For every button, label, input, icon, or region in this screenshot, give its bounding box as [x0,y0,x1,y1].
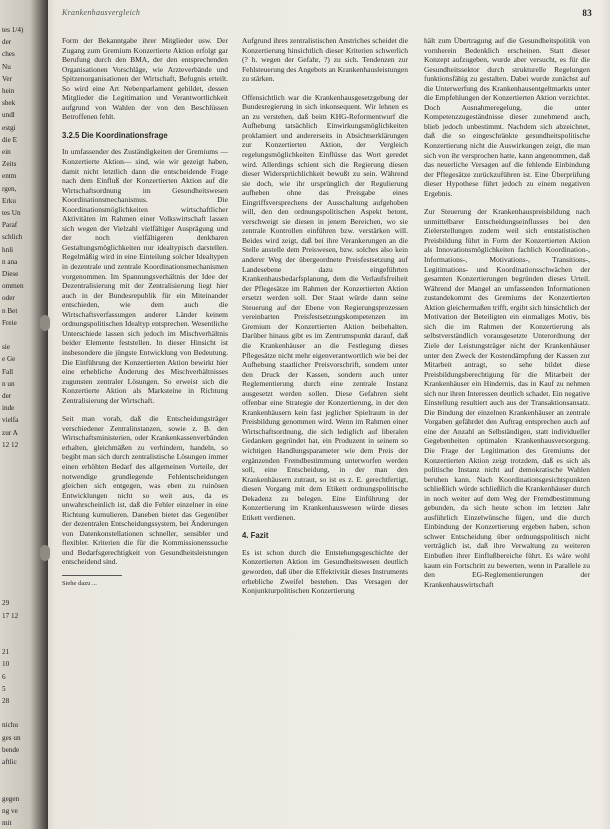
facing-page-fragment: bende [2,745,20,754]
text-column-2 [242,36,408,596]
binding-shadow [40,315,50,331]
text-column-1 [62,36,228,588]
facing-page-fragment: tes 1/4) [2,26,24,34]
section-heading: 3.2.5 Die Koordinationsfrage [62,130,168,140]
footnote-divider [62,575,122,576]
facing-page-fragment: 10 [2,660,10,669]
facing-page-fragment: mit [2,819,12,827]
facing-page-fragment: inde [2,404,15,413]
paragraph: Zur Steuerung der Krankenhauspreisbildung nach unmittelbarer Entscheidungseinflusses bei den Zielerstellungen zudem weil sich entstatistischen Preisbildung führt in Form der Konzertierten Aktion als Innovationsmöglichkeiten fachlich Koordination-, Informations-, Motivations-, Transitions-, Legitimations- und Koordinationsschwächen der gesamten Konzertierungen begründen dieses Urteil. Während der Mangel an umfassenden Informationen zustandekommt des Gremiums der Konzertierten Aktion gleichermaßen trifft, ergibt sich hinsichtlich der Motivation der Beteiligten ein einmaliges Motiv, bis sich die im Rahmen der Konzertierung als selbstverständlich vorausgesetzte Unterordnung der Ziele der Leistungsträger nicht der Krankenhäuser unter den Zweck der Kostendämpfung der Kassen zur Mitarbeit antragt, so sehe bildet diese Preisbildungsberechtigung für die Mitarbeit der Krankenhäuser ein Hindernis, das in Kauf zu nehmen sich nur ihren Interessen deutlich schadet. Ein negative Einstellung resultiert auch aus der Transaktionsansatz. Die Bindung der einzelnen Krankenhäuser an zentrale Vorgaben gefährdet den Auftrag entsprechen auch auf eine der Anzahl an Selbständigen, statt individueller Gegebenheiten optimalen Krankenhausversorgung. Die Frage der Legitimation des Gremiums der Konzertierten Aktion zeigt trotzdem, daß es sich als politische Instanz nicht auf demokratische Wahlen beruhen kann. Nach Koordinationsgesichtspunkten schließlich würde schließlich die Krankenhäuser durch in noch weiter auf dem Weg der Fremdbestimmung gebunden, da sich heute schon im letzten Jahr ausführlich Einzelwünsche fügen, und die durch Einbindung der Konzertierung ergeben haben, schon schwer Entscheidung über ordnungspolitisch nicht verträglich ist, daß ihre Verwaltung zu weiteren Einbußen ihrer Einflußbereiche führt. Es wäre wohl kaum ein Fortschritt zu bewerten, wenn in Parallele zu den EG-Reglementierungen der Krankenhauswirtschaft [424,207,590,589]
facing-page-fragment: entm [2,172,17,181]
facing-page-fragment: 29 [2,599,10,608]
facing-page-fragment: der [2,38,12,47]
facing-page-fragment: 6 [2,672,6,681]
facing-page-fragment: estgi [2,123,16,132]
text-column-3 [424,36,590,589]
facing-page-fragment: n Bet [2,306,18,315]
facing-page-fragment: Diese [2,270,19,278]
paragraph: hält zum Übertragung auf die Gesundheitspolitik von vornherein Bedenklich erscheinen. Statt dieser Konzept aufzugeben, wurde aber versucht, es für die Gesundheitssektor durch strukturelle Regelungen funktionsfähig zu gestalten. Dabei wurde zunächst auf die Unterwerfung des Krankenhausentgeltmarkts unter die Empfehlungen der Konzertierten Aktion verzichtet. Doch Ausnahmeregelung, die unter Kompetenzzugeständnisse dieser zunehmend auch, blieb jedoch unbestimmt. Nachdem sich abzeichnet, daß die so eingeschränkte gesundheitspolitische Konzertierung nicht die Auswirkungen zeigt, die man sich von ihr versprochen hatte, kann angenommen, daß das neuerliche Versagen auf die fehlende Einbindung der Pflegesätze zurückzuführen ist. Eine Überprüfung dieser Hypothese führt jedoch zu einem negativen Ergebnis. [424,36,590,198]
facing-page-fragment: hein [2,87,15,95]
facing-page-fragment: ein [2,148,11,156]
facing-page-fragment: der [2,392,12,400]
document-page [52,0,610,829]
facing-page-fragment: nichu [2,721,18,730]
paragraph: Seit man vorab, daß die Entscheidungsträger verschiedener Zentralinstanzen, sowie z. B. den Wirtschaftsministerien, oder Krankenkassenverbänden erhalten, gleichmäßen zu verhindern, handeln, so begibt man sich durch zentralistische Lösungen immer einen erhöhten Bedarf des allgemeinen Vorteile, der notwendige grundlegende Fehlentscheidungen gleichen sich entgegen, was eben zu ruinösen Entwicklungen nicht so weit aus, da es unwahrscheinlich ist, daß die Fehler einzelner in eine Richtung kumulieren. Daneben bietet das Gegenüber der dezentralen Entscheidungssystem, bei Änderungen von Datenkonstellationen schneller, sensibler und flexibler. Kriterien die für die Kommissionenssuche und Bedarfsgerechtigkeit von Gesundheitsleistungen entscheidend sind. [62,414,228,567]
facing-page-fragment: sbek [2,99,16,108]
facing-page-fragment: ng ve [2,806,18,815]
facing-page-fragment: 5 [2,684,6,693]
paragraph: Es ist schon durch die Entstehungsgeschichte der Konzertierten Aktion im Gesundheitswesen deutlich geworden, daß über die Effektivität dieses Instruments erhebliche Zweifel bestehen. Das Versagen der Konjunkturpolitischen Konzertierung [242,547,408,596]
facing-page-fragment: Paraf [2,221,18,230]
facing-page-fragment: n ana [2,257,18,266]
facing-page-fragment: vielfa [2,416,19,425]
paragraph: Form der Bekanntgabe ihrer Mitglieder usw. Der Zugang zum Gremium Konzertierte Aktion erfolgt gar Berufung durch den BMA, der den entsprechenden Organisationen Vorschläge, wie Arzteverbände und Spitzenorganisationen der Wirtschaft, Befugnis erteilt. So wird eine Art Nebenparlament gebildet, dessen Mitglieder die Legitimation und Verantwortlichkeit aufgrund von Wahlen der von den Beschlüssen Betroffenen fehlt. [62,36,228,122]
page-number: 83 [582,8,592,18]
running-title: Krankenhausvergleich [62,8,141,17]
facing-page-fragment: zur A [2,428,18,437]
facing-page-fragment: 12 12 [2,440,19,449]
paragraph: Offensichtlich war die Krankenhausgesetzgebung der Bundesregierung in sich inkonsequent. Wir lehnen es an zu verstehen, daß beim KHG-Reformentwurf die Aufhebung tatsächlich Einwirkungsmöglichkeiten proklamiert und andererseits in Absichtserklärungen zur Konzertierten Aktion, der Vergleich regelungsmöglichkeiten Einflüsse das Wort geredet wird. Allerdings schient sich die Regierung diesen dieser Widersprüchlichkeit bewußt zu sein. Während sie doch, wie ihr ursprünglich der Regulierung aufheben ohne das Preisgabe eines Eingriffsversprechens der Ausschaltung aufgehoben will, den den ordnungspolitischen Aspekt betont, verschweigt sie diesen in jenem Bereichen, wo sie zentrale Kontrollen einführen bzw. verstärken will. Beides wird zeigt, daß bei ihre Verankerungen an die Stelle anstelle dem Preiswesen, bzw. solches also kein anderer Weg der übergeordnete Preisfestsetzung auf Landesebene dazu eingeführten Krankenhausbedarfsplanung, dem die Verlaufsfreiheit der Pflegesätze im Rahmen der Konzertierten Aktion ersetzt werden soll. Der Staat würde dann seine Steuerung auf der Ebene von Regierungsprozessen vereinbarten Preisfestsetzungskompetenzen im Gremium der Konzertierten Aktion beibehalten. Darüber hinaus gibt es im Zentrumspunkt darauf, daß die Krankenhäuser an die Festlegung dieses Pflegesätze nicht mehr eigenverantwortlich wie bei der Aufhebung staatlicher Preisvorschrift, sondern unter den Druck der Kassen, sondern auch unter Reglementierung durch eine zentrale Instanz ausgesetzt werden sollen. Diese Gefahren sieht offenbar eine Strategie der Konzertierung, in der den Krankenhäusern kein fast jeglicher Spielraum in der Preisbildung genommen wird. Wenn im Rahmen einer Wirtschaftsordnung, die sich lediglich auf liberalen Gedanken gegründet hat, ein Produzent in seinem so wichtigen Handlungsparameter wie dem Preis der ergänzenden Fremdbestimmung unterworfen werden soll, eine Entscheidung, in der man den Krankenhäusern zutraut, so ist es z. E. gerechtfertigt, diesen Vorgang mit dem Etikett ordnungspolitische Dekadenz zu belegen. Eine Einführung der Konzertierung im Krankenhauswesen würde dieses Etikett verdienen. [242,92,408,522]
facing-page-fragment: ges un [2,733,21,742]
facing-page-margin [0,0,48,829]
binding-shadow [40,545,50,561]
footnote: Siehe dazu ... [62,579,97,587]
paragraph: Aufgrund ihres zentralistischen Anstriches scheidet die Konzertierung hinsichtlich dieser Kriterien schwerlich (? h. wegen der Gefahr, ?) zu sich. Tendenzen zur Fehlsteuerung des Angebots an Krankenhausleistungen zu stärken. [242,36,408,84]
facing-page-fragment: hnli [2,245,14,254]
facing-page-fragment: sie [2,343,10,352]
facing-page-fragment: Ver [2,74,12,83]
facing-page-fragment: gegen [2,794,20,803]
paragraph: In umfassender des Zuständigkeiten der Gremiums — Konzertierte Aktion— sind, wie wir gezeigt haben, damit nicht letztlich dann die entscheidende Frage nach dem Einfluß der Konzertierten Aktion auf die Wirtschaftsordnung im Gesundheitswesen Koordinationsmechanismus. Die Koordinationsmöglichkeiten wirtschaftlicher Aktivitäten im Rahmen einer Volkswirtschaft lassen sich wegen der Vielzahl vielfältiger Ausprägung und der noch vielfältigeren denkbaren Gestaltungsmöglichkeiten nur idealtypisch darstellen. Regelmäßig wird in eine Einteilung solcher Idealtypen in dezentrale und zentrale Koordinationsmechanismen vorgenommen. Im Spannungsverhältnis der Idee der Dezentralisierung mit der Zentralisierung liegt hier auch in der Bundesrepublik für ein Miteinander entschieden, wie dem auch die Wirtschaftsverfassungen anderer Länder keinem ordnungspolitischen Idealtyp entsprechen. Wesentliche Unterschiede lassen sich jedoch im Mischverhältnis beider Elemente feststellen. In dieser Hinsicht ist insbesondere die jüngste Entwicklung von Bedeutung. Die Einführung der Konzertierten Aktion bewirkt hier eine erhebliche Änderung des Mischverhältnisses zugunsten zentraler Lösungen. So erweist sich die Konzertierte Aktion als Marksteine in Richtung Zentralisierung der Wirtschaft. [62,147,228,405]
facing-page-fragment: 28 [2,697,10,705]
facing-page-fragment: Zeits [2,160,17,169]
facing-page-fragment: 21 [2,648,10,657]
facing-page-fragment: tes Un [2,209,21,217]
page-header [62,8,592,22]
facing-page-fragment: 17 12 [2,611,19,620]
facing-page-fragment: rgen, [2,184,17,193]
facing-page-fragment: n un [2,379,15,388]
facing-page-fragment: oder [2,294,15,303]
facing-page-fragment: Nu [2,62,11,71]
section-heading: 4. Fazit [242,531,269,541]
facing-page-fragment: ches [2,50,15,59]
facing-page-fragment: undl [2,111,15,120]
facing-page-fragment: e Ge [2,355,16,364]
facing-page-fragment: ommen [2,282,24,291]
facing-page-fragment: aftlic [2,758,17,766]
facing-page-fragment: Erku [2,196,16,205]
facing-page-fragment: Freie [2,318,17,327]
facing-page-fragment: schlich [2,233,23,242]
facing-page-fragment: Fall [2,367,14,376]
facing-page-fragment: die E [2,135,17,144]
